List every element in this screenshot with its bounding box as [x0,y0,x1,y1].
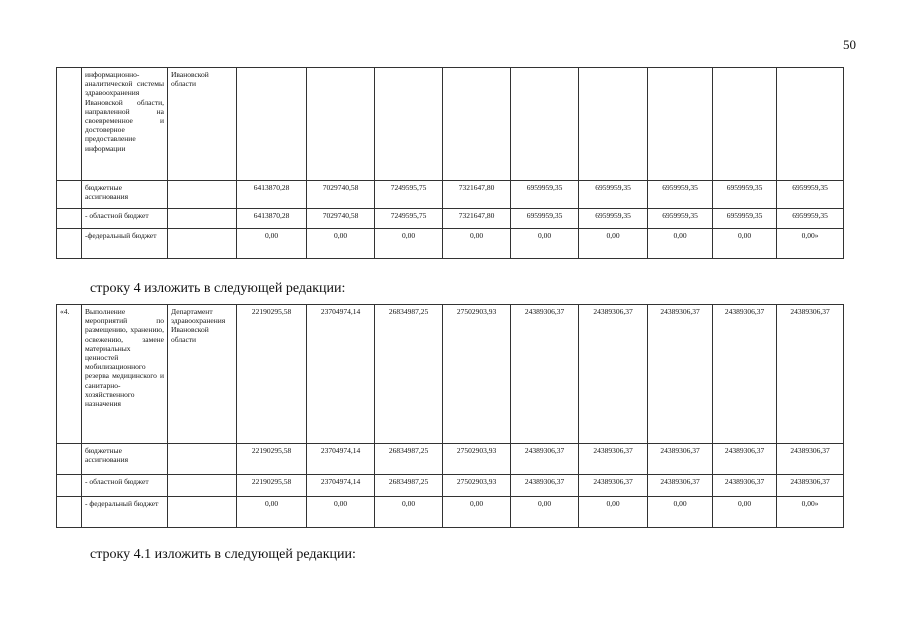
executor-cell [168,497,237,528]
activity-name-cell: Выполнение мероприятий по размещению, хранению, освежению, замене материальных ценностей мобилизационного резерва медицинского и санитарно-хозяйственного назначения [82,305,168,444]
value-cell: 6959959,35 [511,209,579,229]
row-index-cell [57,444,82,475]
value-cell: 24389306,37 [511,475,579,497]
value-cell: 22190295,58 [237,444,307,475]
value-cell: 24389306,37 [511,305,579,444]
value-cell: 22190295,58 [237,475,307,497]
value-cell: 6959959,35 [579,209,648,229]
table-row [57,444,844,475]
value-cell: 7321647,80 [443,181,511,209]
instruction-text: строку 4 изложить в следующей редакции: [90,281,346,296]
value-cell: 6959959,35 [648,181,713,209]
value-cell: 24389306,37 [648,444,713,475]
table-row [57,497,844,528]
value-cell: 0,00 [237,229,307,259]
activity-name-cell: информационно-аналитической системы здравоохранения Ивановской области, направленной на своевременное и достоверное предоставление информации [82,68,168,181]
value-cell: 0,00 [511,229,579,259]
value-cell: 0,00 [579,497,648,528]
value-cell: 0,00 [648,229,713,259]
activity-name-cell: - областной бюджет [82,209,168,229]
value-cell [777,68,844,181]
row-index-cell [57,475,82,497]
value-cell: 26834987,25 [375,305,443,444]
row-index-cell [57,229,82,259]
row-index-cell: «4. [57,305,82,444]
value-cell: 24389306,37 [511,444,579,475]
value-cell: 7249595,75 [375,209,443,229]
row-index-cell [57,209,82,229]
value-cell: 24389306,37 [579,305,648,444]
executor-cell [168,229,237,259]
executor-cell: Департамент здравоохранения Ивановской области [168,305,237,444]
value-cell: 27502903,93 [443,444,511,475]
executor-cell: Ивановской области [168,68,237,181]
value-cell: 26834987,25 [375,475,443,497]
executor-cell [168,475,237,497]
value-cell: 24389306,37 [579,444,648,475]
activity-name-cell: бюджетные ассигнования [82,444,168,475]
row-index-cell [57,181,82,209]
value-cell: 24389306,37 [713,475,777,497]
value-cell: 23704974,14 [307,444,375,475]
value-cell: 24389306,37 [648,305,713,444]
value-cell: 27502903,93 [443,475,511,497]
activity-name-cell: - федеральный бюджет [82,497,168,528]
value-cell: 24389306,37 [713,305,777,444]
value-cell: 6959959,35 [579,181,648,209]
value-cell [579,68,648,181]
table-row [57,229,844,259]
value-cell: 6959959,35 [713,209,777,229]
executor-cell [168,181,237,209]
value-cell: 6959959,35 [713,181,777,209]
value-cell: 6959959,35 [777,209,844,229]
value-cell: 0,00 [443,229,511,259]
table-row [57,475,844,497]
value-cell: 7029740,58 [307,209,375,229]
value-cell: 7249595,75 [375,181,443,209]
activity-name-cell: -федеральный бюджет [82,229,168,259]
value-cell: 0,00 [511,497,579,528]
value-cell: 6959959,35 [648,209,713,229]
value-cell: 0,00 [375,497,443,528]
value-cell: 23704974,14 [307,475,375,497]
value-cell: 0,00» [777,497,844,528]
value-cell: 0,00 [713,497,777,528]
value-cell: 24389306,37 [777,305,844,444]
value-cell: 6413870,28 [237,209,307,229]
value-cell: 7321647,80 [443,209,511,229]
executor-cell [168,209,237,229]
value-cell: 0,00 [648,497,713,528]
activity-name-cell: бюджетные ассигнования [82,181,168,209]
value-cell: 6959959,35 [777,181,844,209]
value-cell [648,68,713,181]
value-cell: 6413870,28 [237,181,307,209]
value-cell: 0,00» [777,229,844,259]
value-cell [375,68,443,181]
value-cell [443,68,511,181]
value-cell [237,68,307,181]
value-cell [713,68,777,181]
value-cell: 24389306,37 [648,475,713,497]
value-cell: 0,00 [579,229,648,259]
table-row [57,68,844,181]
instruction-text: строку 4.1 изложить в следующей редакции: [90,547,356,562]
value-cell: 24389306,37 [579,475,648,497]
value-cell: 0,00 [307,497,375,528]
value-cell: 0,00 [307,229,375,259]
table-row [57,209,844,229]
value-cell: 24389306,37 [777,444,844,475]
value-cell: 27502903,93 [443,305,511,444]
row-index-cell [57,68,82,181]
value-cell: 0,00 [237,497,307,528]
budget-table-2 [56,304,844,528]
value-cell: 6959959,35 [511,181,579,209]
value-cell: 0,00 [375,229,443,259]
page-number: 50 [843,37,856,52]
table-row [57,181,844,209]
table-row [57,305,844,444]
value-cell: 24389306,37 [713,444,777,475]
budget-table-1 [56,67,844,259]
value-cell: 23704974,14 [307,305,375,444]
executor-cell [168,444,237,475]
value-cell: 22190295,58 [237,305,307,444]
value-cell: 7029740,58 [307,181,375,209]
value-cell: 0,00 [443,497,511,528]
activity-name-cell: - областной бюджет [82,475,168,497]
value-cell: 0,00 [713,229,777,259]
value-cell: 26834987,25 [375,444,443,475]
value-cell [511,68,579,181]
value-cell [307,68,375,181]
row-index-cell [57,497,82,528]
value-cell: 24389306,37 [777,475,844,497]
